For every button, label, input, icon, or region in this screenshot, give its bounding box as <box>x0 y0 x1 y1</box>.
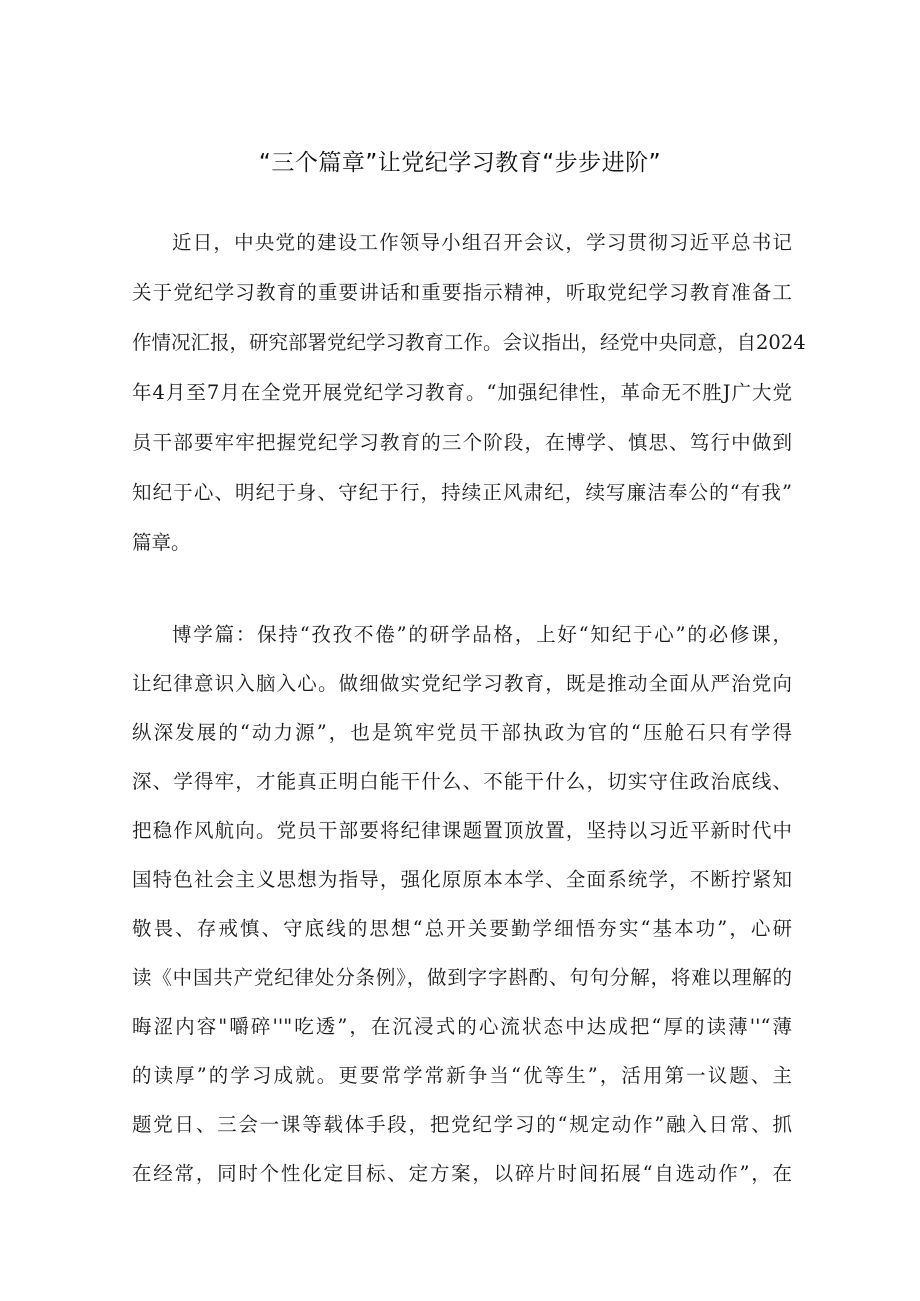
paragraph-2-line-6: 国特色社会主义思想为指导，强化原原本本学、全面系统学，不断拧紧知 <box>132 868 792 891</box>
paragraph-2-line-7: 敬畏、存戒慎、守底线的思想“总开关要勤学细悟夯实“基本功”，心研 <box>132 917 792 940</box>
paragraph-2-line-9: 晦涩内容"嚼碎''"吃透”，在沉浸式的心流状态中达成把“厚的读薄''“薄 <box>132 1015 792 1038</box>
paragraph-2-line-2: 让纪律意识入脑入心。做细做实党纪学习教育，既是推动全面从严治党向 <box>132 672 792 695</box>
paragraph-1-line-5: 员干部要牢牢把握党纪学习教育的三个阶段，在博学、慎思、笃行中做到 <box>132 431 792 454</box>
paragraph-2-line-12: 在经常，同时个性化定目标、定方案，以碎片时间拓展“自选动作”，在 <box>132 1162 792 1185</box>
document-title: “三个篇章”让党纪学习教育“步步进阶” <box>258 150 662 176</box>
paragraph-2-line-10: 的读厚”的学习成就。更要常学常新争当“优等生”，活用第一议题、主 <box>132 1064 792 1087</box>
paragraph-2-line-11: 题党日、三会一课等载体手段，把党纪学习的“规定动作”融入日常、抓 <box>132 1113 792 1136</box>
paragraph-1-line-6: 知纪于心、明纪于身、守纪于行，持续正风肃纪，续写廉洁奉公的“有我” <box>132 481 792 504</box>
paragraph-2-line-5: 把稳作风航向。党员干部要将纪律课题置顶放置，坚持以习近平新时代中 <box>132 819 792 842</box>
paragraph-1-line-2: 关于党纪学习教育的重要讲话和重要指示精神，听取党纪学习教育准备工 <box>132 281 792 304</box>
paragraph-2-line-8: 读《中国共产党纪律处分条例》，做到字字斟酌、句句分解，将难以理解的 <box>132 966 792 989</box>
paragraph-2-line-1: 博学篇：保持“孜孜不倦”的研学品格，上好“知纪于心”的必修课， <box>172 623 792 646</box>
paragraph-1-line-4: 年4月至7月在全党开展党纪学习教育。“加强纪律性，革命无不胜J广大党 <box>132 381 792 404</box>
paragraph-2-line-4: 深、学得牢，才能真正明白能干什么、不能干什么，切实守住政治底线、 <box>132 770 792 793</box>
paragraph-1-line-3: 作情况汇报，研究部署党纪学习教育工作。会议指出，经党中央同意，自2024 <box>132 331 806 354</box>
paragraph-1-line-7: 篇章。 <box>132 531 191 554</box>
paragraph-1-line-1: 近日，中央党的建设工作领导小组召开会议，学习贯彻习近平总书记 <box>172 231 792 254</box>
paragraph-2-line-3: 纵深发展的“动力源”，也是筑牢党员干部执政为官的“压舱石只有学得 <box>132 721 792 744</box>
